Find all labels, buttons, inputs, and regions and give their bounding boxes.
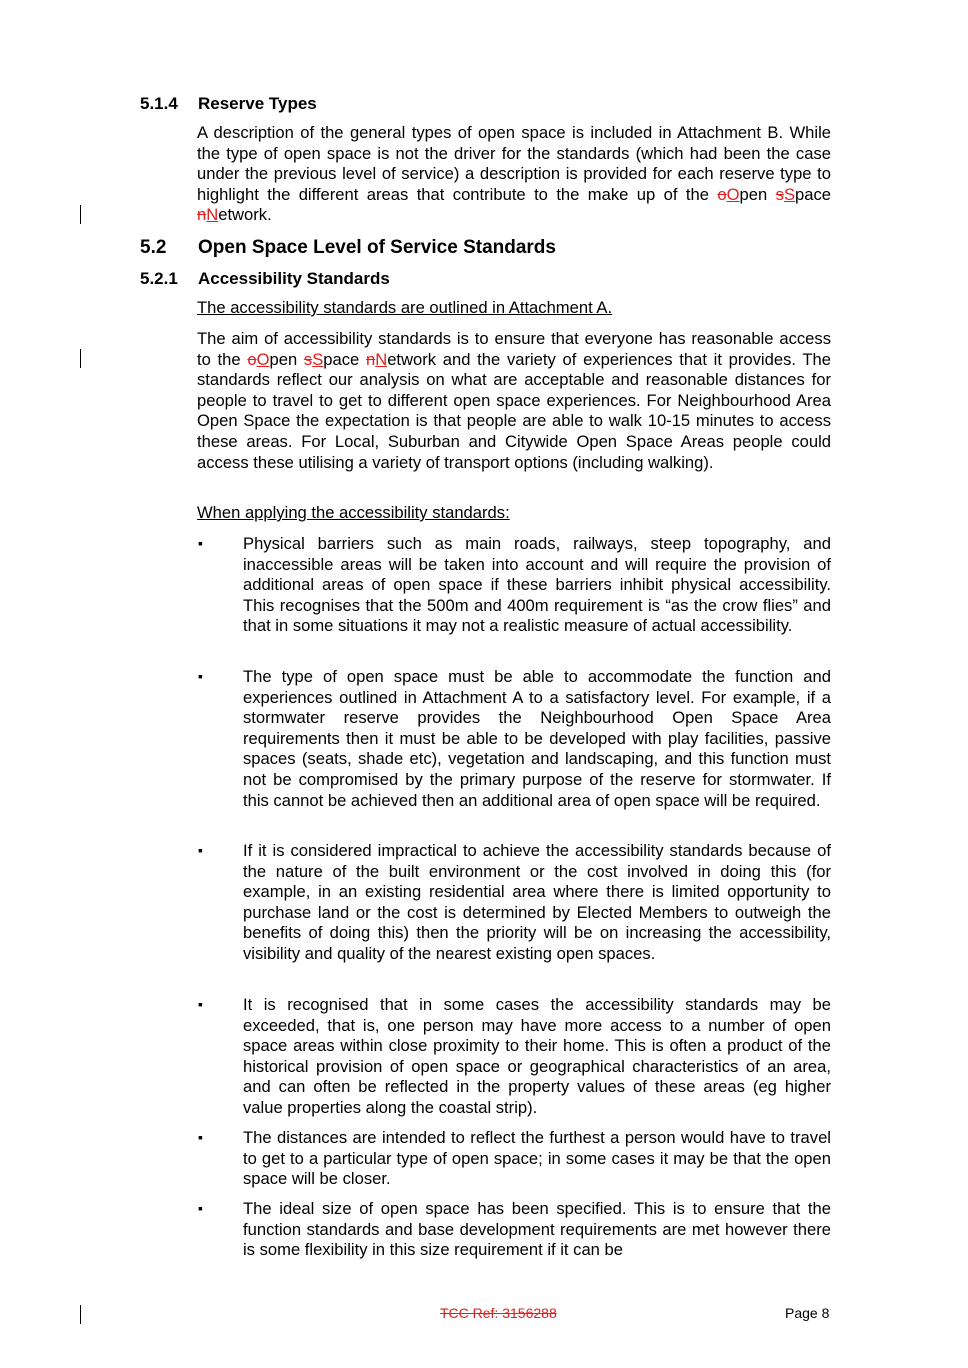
section-number: 5.1.4 (140, 94, 178, 113)
change-bar (80, 205, 81, 224)
inserted-text: O (256, 349, 270, 369)
paragraph-outline: The accessibility standards are outlined in Attachment A. (197, 298, 613, 317)
list-item: The ideal size of open space has been specified. This is to ensure that the function standards and base development requirements are met however there is some flexibility in this size requirement if it can be (243, 1199, 831, 1260)
bullet-marker: ▪ (198, 1200, 203, 1216)
section-title: Reserve Types (198, 94, 317, 113)
change-bar (80, 1305, 81, 1324)
paragraph-reserve-types: A description of the general types of open space is included in Attachment B. While the type of open space is not the driver for the standards (which had been the case under the previous level of service) a description is provided for each reserve type to highlight the different areas that contribute to the make up of the oOpen sSpace nNetwork. (197, 123, 831, 225)
bullet-marker: ▪ (198, 668, 203, 684)
bullet-marker: ▪ (198, 1129, 203, 1145)
deleted-text: n (365, 349, 376, 369)
paragraph-when-applying: When applying the accessibility standards: (197, 503, 510, 522)
inserted-text: S (783, 184, 796, 204)
paragraph-aim: The aim of accessibility standards is to ensure that everyone has reasonable access to the oOpen sSpace nNetwork and the variety of experiences that it provides. The standards reflect our analysis on what are acceptable and reasonable distances for people to travel to get to different open space experiences. For Neighbourhood Area Open Space the expectation is that people are able to walk 10-15 minutes to access these areas. For Local, Suburban and Citywide Open Space Areas people could access these utilising a variety of transport options (including walking). (197, 329, 831, 472)
bullet-marker: ▪ (198, 996, 203, 1012)
list-item: The type of open space must be able to accommodate the function and experiences outlined in Attachment A to a satisfactory level. For example, if a stormwater reserve provides the Neighbourhood Open Space Area requirements then it must be able to be developed with play facilities, passive spaces (seats, shade etc), vegetation and landscaping, and this function must not be compromised by the primary purpose of the reserve for stormwater. If this cannot be achieved then an additional area of open space will be required. (243, 667, 831, 810)
list-item: The distances are intended to reflect the furthest a person would have to travel to get to a particular type of open space; in some cases it may be that the open space will be closer. (243, 1128, 831, 1189)
deleted-text: n (197, 205, 207, 225)
deleted-text: s (303, 349, 313, 369)
inserted-text: N (206, 205, 219, 225)
bullet-marker: ▪ (198, 842, 203, 858)
deleted-text: o (247, 349, 257, 369)
deleted-text: o (717, 184, 727, 204)
inserted-text: S (312, 349, 324, 369)
list-item: If it is considered impractical to achieve the accessibility standards because of the nature of the built environment or the cost involved in doing this (for example, in an existing residential area where there is limited opportunity to purchase land or the cost is determined by Elected Members to outweigh the benefits of doing this) then the priority will be on increasing the accessibility, visibility and quality of the nearest existing open spaces. (243, 841, 831, 963)
section-title: Open Space Level of Service Standards (198, 237, 556, 258)
deleted-text: s (775, 184, 784, 204)
section-number: 5.2 (140, 237, 167, 258)
list-item: It is recognised that in some cases the accessibility standards may be exceeded, that is, one person may have more access to a number of open space areas within close proximity to their home. This is often a product of the historical provision of open space or geographical characteristics of an area, and can often be reflected in the property values of these areas (eg higher value properties along the coastal strip). (243, 995, 831, 1117)
change-bar (80, 349, 81, 368)
section-number: 5.2.1 (140, 269, 178, 288)
list-item: Physical barriers such as main roads, railways, steep topography, and inaccessible areas will be taken into account and will require the provision of additional areas of open space if these barriers inhibit physical accessibility. This recognises that the 500m and 400m requirement is “as the crow flies” and that in some situations it may not a realistic measure of actual accessibility. (243, 534, 831, 636)
inserted-text: O (726, 184, 740, 204)
section-title: Accessibility Standards (198, 269, 390, 288)
page-number: Page 8 (785, 1305, 830, 1321)
bullet-marker: ▪ (198, 535, 203, 551)
inserted-text: N (375, 349, 388, 369)
footer-reference: TCC Ref: 3156288 (440, 1305, 557, 1321)
